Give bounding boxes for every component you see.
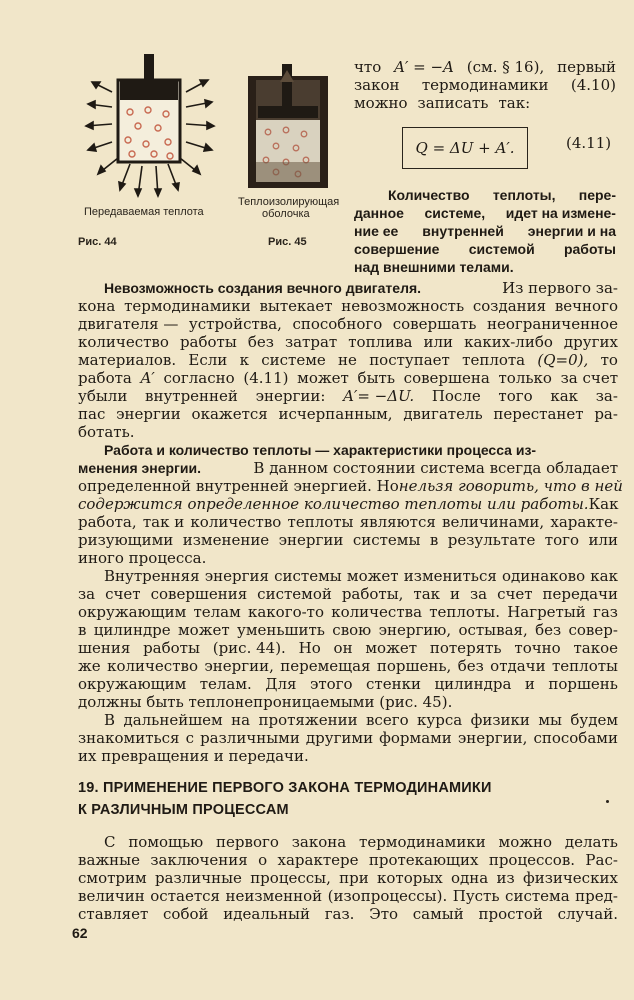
text-line: количество работы без затрат топлива или каких-либо других <box>78 333 618 351</box>
text-line: знакомиться с различными другими формами энергии, способами <box>78 729 618 747</box>
text-line: кона термодинамики вытекает невозможность создания вечного <box>78 297 618 315</box>
paragraph-section-intro <box>78 833 618 923</box>
text-line: должны быть теплонепроницаемыми (рис. 45). <box>78 693 453 711</box>
figure-44-cylinder-heat <box>82 52 232 202</box>
text-line: в цилиндре может уменьшить свою энергию, остывая, без совер- <box>78 621 618 639</box>
text-line: менения энергии. В данном состоянии система всегда обладает <box>78 459 618 477</box>
rule-line: ние ее внутренней энергии и на <box>354 223 616 239</box>
right-column-intro <box>354 58 616 112</box>
rule-line: Количество теплоты, пере- <box>388 187 616 203</box>
text-line: определенной внутренней энергией. Но нельзя говорить, что в ней <box>78 477 623 495</box>
section-heading-line1: 19. ПРИМЕНЕНИЕ ПЕРВОГО ЗАКОНА ТЕРМОДИНАМИКИ <box>78 780 492 796</box>
text-line: Работа и количество теплоты — характеристики процесса из- <box>104 442 537 458</box>
formula-number: (4.11) <box>566 134 612 152</box>
figure-44-label: Передаваемая теплота <box>84 206 204 218</box>
figure-45-label-2: оболочка <box>262 208 310 220</box>
print-speck <box>606 800 609 803</box>
rule-line: над внешними телами. <box>354 259 514 275</box>
intro-line: можно записать так: <box>354 94 531 112</box>
text-line: Невозможность создания вечного двигателя. Из первого за- <box>104 279 618 297</box>
text-line: величин остается неизменной (изопроцессы). Пусть система пред- <box>78 887 618 905</box>
intro-line: что A′ = −A (см. § 16), первый <box>354 58 616 76</box>
figure-44-caption: Рис. 44 <box>78 236 117 248</box>
text-line: за счет совершения системой работы, так и за счет передачи <box>78 585 618 603</box>
figure-45-insulated-cylinder <box>246 62 330 190</box>
text-line: Внутренняя энергия системы может измениться одинаково как <box>104 567 618 585</box>
text-line: материалов. Если к системе не поступает теплота (Q=0), то <box>78 351 618 369</box>
text-line: пас энергии окажется исчерпанным, двигатель перестанет ра- <box>78 405 618 423</box>
figure-45-caption: Рис. 45 <box>268 236 307 248</box>
figure-45-label-1: Теплоизолирующая <box>238 196 340 208</box>
paragraph-perpetual-motion <box>78 279 618 441</box>
text-line: ризующими изменение энергии системы в результате того или <box>78 531 618 549</box>
text-line: убыли внутренней энергии: A′= −ΔU. После того как за- <box>78 387 618 405</box>
rule-line: совершение системой работы <box>354 241 616 257</box>
page-number: 62 <box>72 925 88 941</box>
text-line: их превращения и передачи. <box>78 747 309 765</box>
text-line: В дальнейшем на протяжении всего курса физики мы будем <box>104 711 618 729</box>
intro-line: закон термодинамики (4.10) <box>354 76 616 94</box>
text-line: иного процесса. <box>78 549 207 567</box>
section-heading-line2: К РАЗЛИЧНЫМ ПРОЦЕССАМ <box>78 802 289 818</box>
text-line: работа, так и количество теплоты являются величинами, характе- <box>78 513 618 531</box>
text-line: окружающим телам какого-то количества теплоты. Нагретый газ <box>78 603 618 621</box>
text-line: смотрим различные процессы, при которых одна из физических <box>78 869 618 887</box>
text-line: работа A′ согласно (4.11) может быть совершена только за счет <box>78 369 618 387</box>
text-line: же количество энергии, перемещая поршень, без отдачи теплоты <box>78 657 618 675</box>
text-line: ботать. <box>78 423 135 441</box>
text-line: шения работы (рис. 44). Но он может потерять точно такое <box>78 639 618 657</box>
paragraph-further-study <box>78 711 618 765</box>
text-line: важные заключения о характере протекающих процессов. Рас- <box>78 851 618 869</box>
text-line: окружающим телам. Для этого стенки цилиндра и поршень <box>78 675 618 693</box>
paragraph-internal-energy <box>78 567 618 711</box>
text-line: ставляет собой идеальный газ. Это самый простой случай. <box>78 905 618 923</box>
formula-4-11: Q = ΔU + A′. <box>402 127 528 169</box>
paragraph-work-and-heat <box>78 441 623 567</box>
text-line: содержится определенное количество теплоты или работы. Как <box>78 495 619 513</box>
first-law-statement <box>354 186 616 276</box>
text-line: С помощью первого закона термодинамики можно делать <box>104 833 618 851</box>
text-line: двигателя — устройства, способного совершать неограниченное <box>78 315 618 333</box>
section-heading <box>78 777 598 821</box>
rule-line: данное системе, идет на измене- <box>354 205 616 221</box>
